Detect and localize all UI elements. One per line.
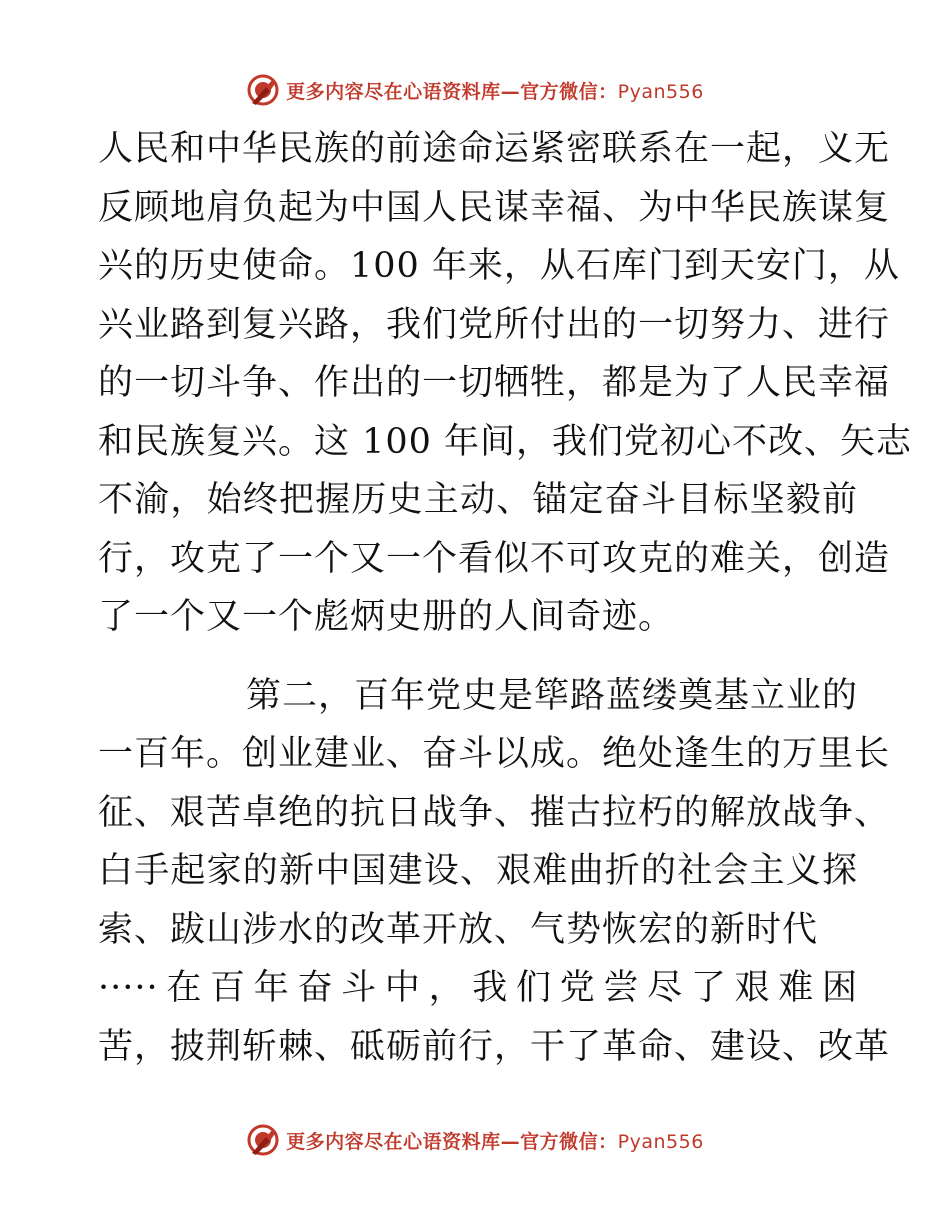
text-line: 兴的历史使命。100 年来，从石库门到天安门，从 xyxy=(98,246,900,286)
text-line: 人民和中华民族的前途命运紧密联系在一起，义无 xyxy=(98,129,891,169)
text-line: 和民族复兴。这 100 年间，我们党初心不改、矢志 xyxy=(98,421,913,462)
text-line: 行，攻克了一个又一个看似不可攻克的难关，创造 xyxy=(98,538,891,579)
text-line: 索、跋山涉水的改革开放、气势恢宏的新时代 xyxy=(98,909,819,950)
paragraph-2 xyxy=(98,667,891,1077)
text-line: ·····在百年奋斗中，我们党尝尽了艰难困 xyxy=(98,968,858,1008)
text-line: 征、艰苦卓绝的抗日战争、摧古拉朽的解放战争、 xyxy=(98,792,891,833)
paragraph-gap xyxy=(98,647,858,667)
footer-banner-text: 更多内容尽在心语资料库—官方微信：Pyan556 xyxy=(286,1130,704,1153)
pen-logo-icon xyxy=(246,73,280,107)
text-line: 白手起家的新中国建设、艰难曲折的社会主义探 xyxy=(98,851,858,891)
paragraph-1 xyxy=(98,120,913,647)
text-line: 反顾地肩负起为中国人民谋幸福、为中华民族谋复 xyxy=(98,187,891,228)
header-banner-text: 更多内容尽在心语资料库—官方微信：Pyan556 xyxy=(286,80,704,103)
pen-logo-icon xyxy=(246,1123,280,1157)
header-wechat-id: Pyan556 xyxy=(617,80,704,103)
text-line: 第二，百年党史是筚路蓝缕奠基立业的 xyxy=(246,675,859,716)
text-line: 不渝，始终把握历史主动、锚定奋斗目标坚毅前 xyxy=(98,480,858,520)
header-banner xyxy=(0,70,950,110)
text-line: 了一个又一个彪炳史册的人间奇迹。 xyxy=(98,597,675,637)
document-body xyxy=(98,120,913,1076)
text-line: 苦，披荆斩棘、砥砺前行，干了革命、建设、改革 xyxy=(98,1026,891,1067)
footer-banner xyxy=(0,1120,950,1160)
text-line: 的一切斗争、作出的一切牺牲，都是为了人民幸福 xyxy=(98,363,891,403)
text-line: 一百年。创业建业、奋斗以成。绝处逢生的万里长 xyxy=(98,734,891,774)
text-line: 兴业路到复兴路，我们党所付出的一切努力、进行 xyxy=(98,304,891,345)
footer-wechat-id: Pyan556 xyxy=(617,1130,704,1153)
